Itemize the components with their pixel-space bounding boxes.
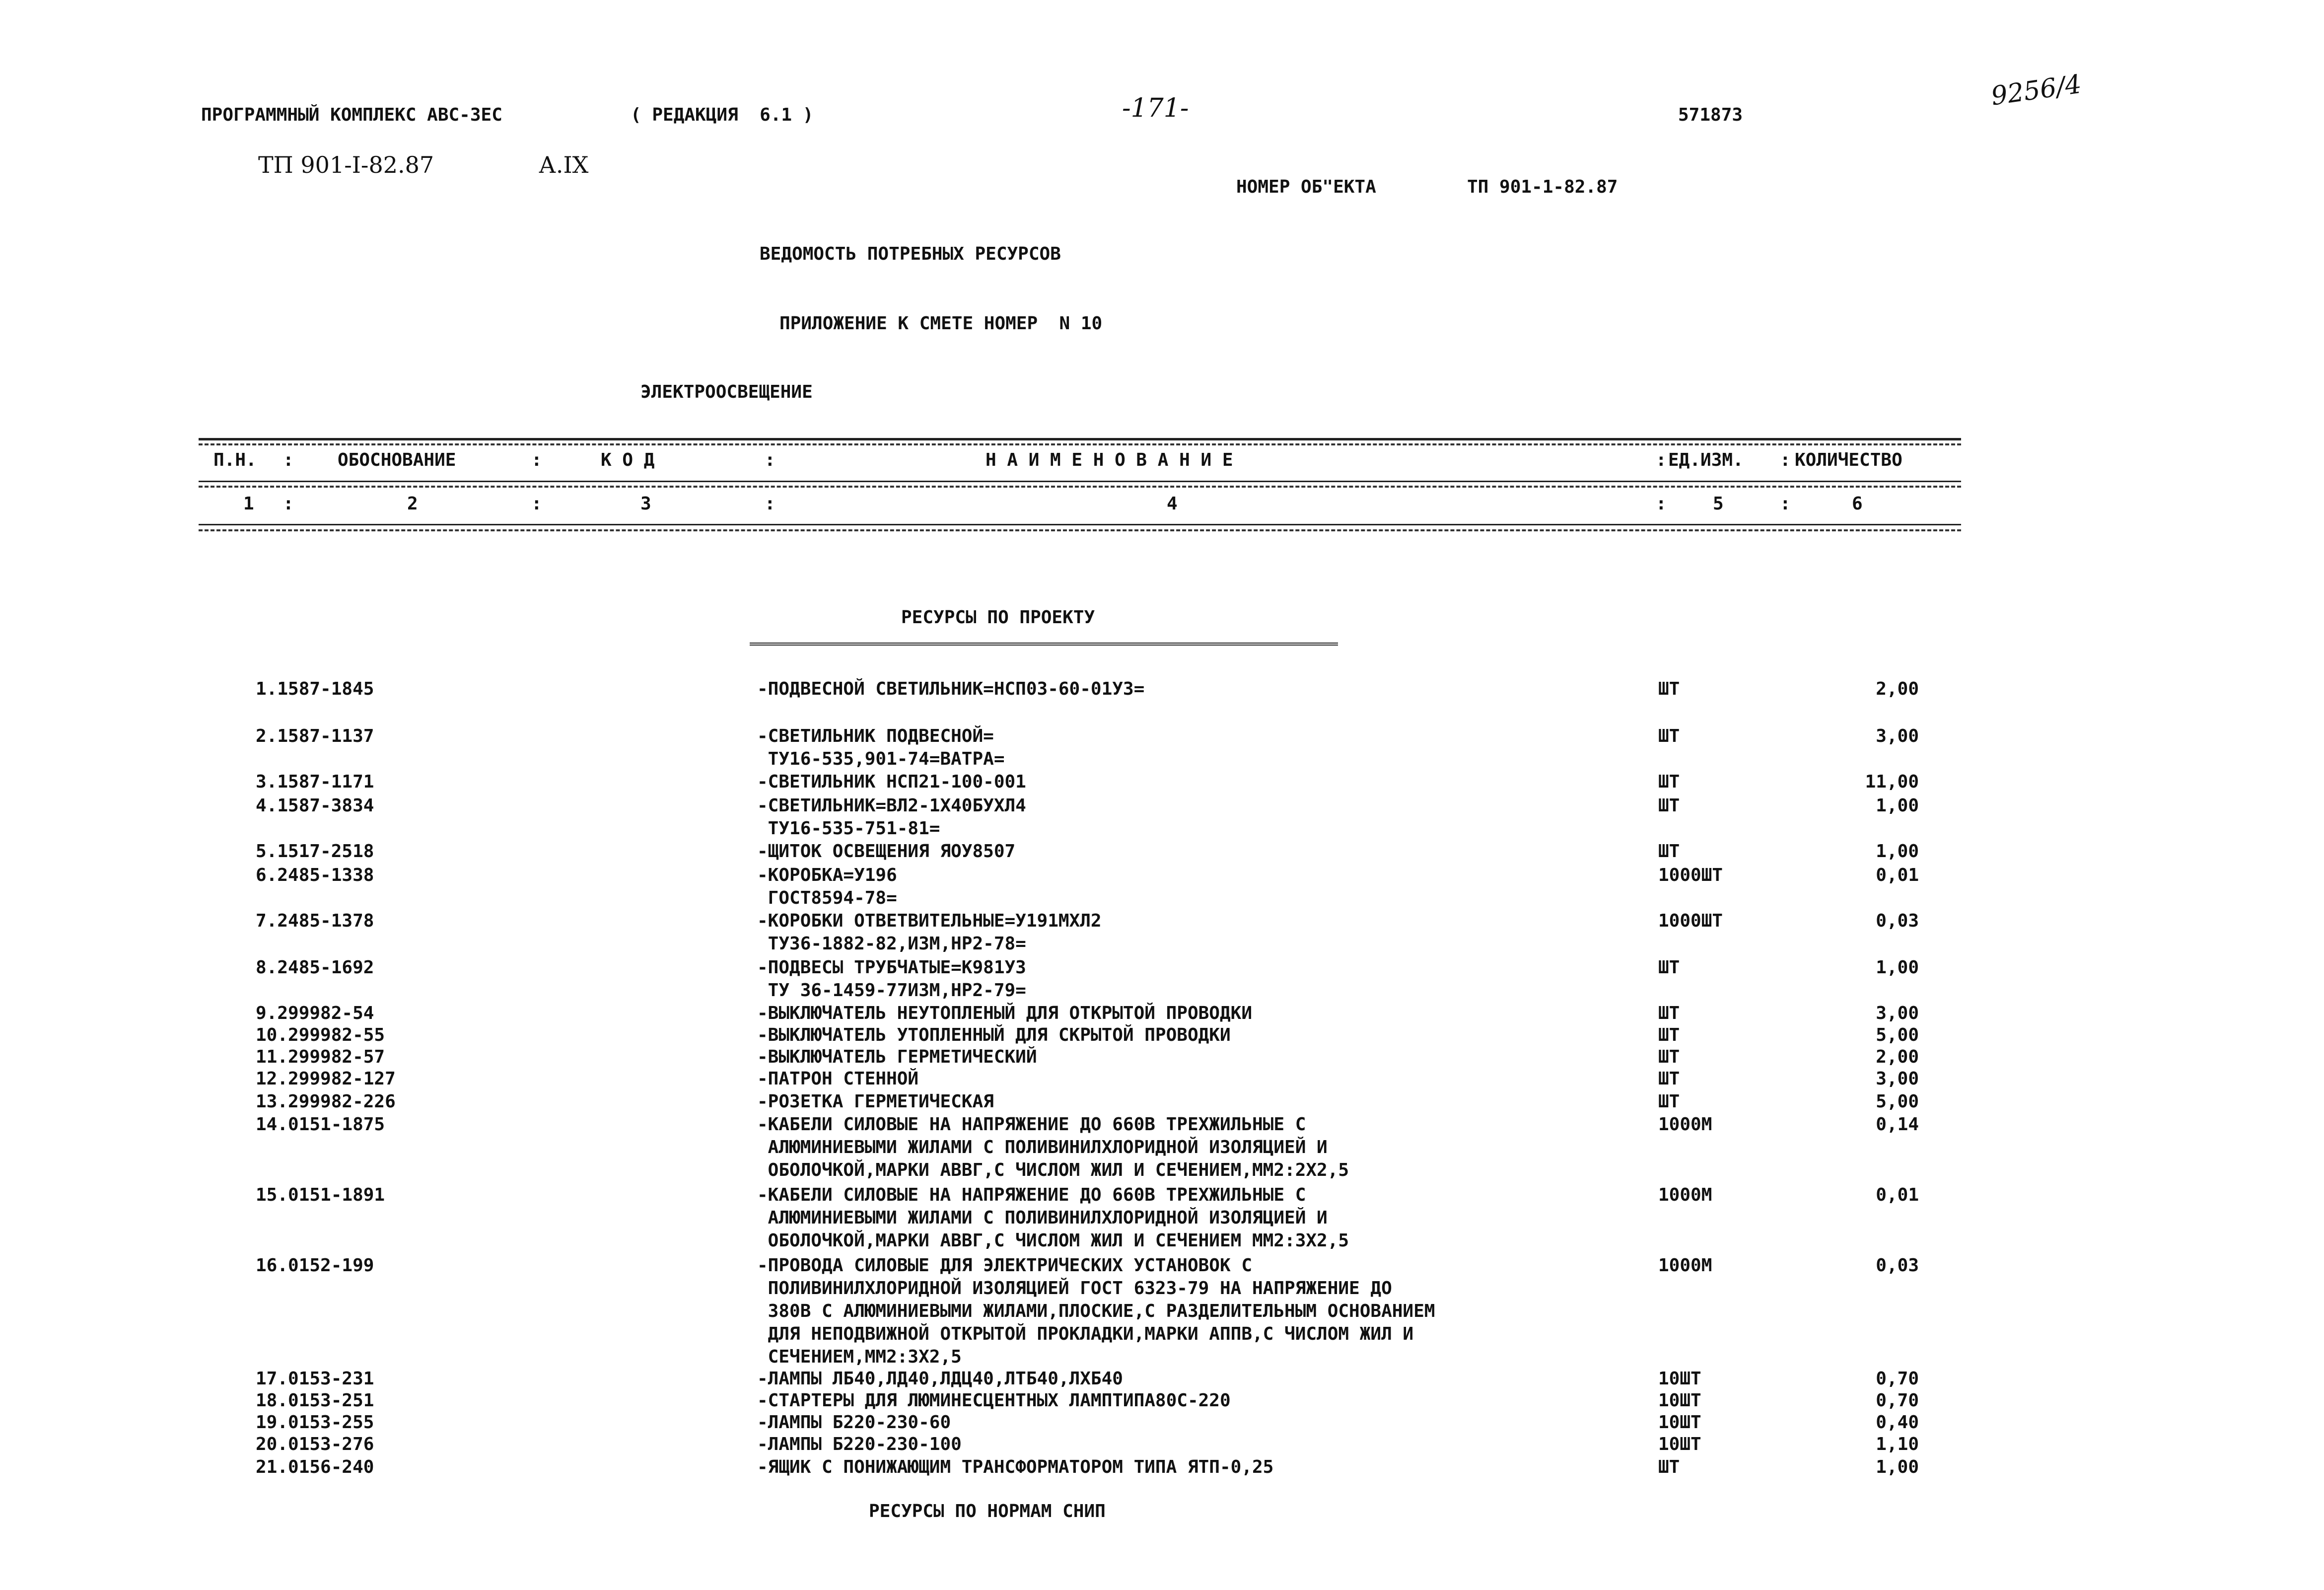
col-separator: :: [765, 450, 775, 470]
row-name-line: АЛЮМИНИЕВЫМИ ЖИЛАМИ С ПОЛИВИНИЛХЛОРИДНОЙ ИЗОЛЯЦИЕЙ И: [757, 1208, 1328, 1228]
col-header-basis: ОБОСНОВАНИЕ: [338, 450, 456, 470]
row-name-line: ТУ 36-1459-77ИЗМ,НР2-79=: [757, 980, 1026, 1001]
row-code: 19.0153-255: [256, 1412, 374, 1433]
page-number: -171-: [1122, 93, 1189, 123]
row-code: 20.0153-276: [256, 1434, 374, 1454]
row-quantity: 0,14: [1876, 1114, 1919, 1135]
row-quantity: 3,00: [1876, 1069, 1919, 1089]
row-name-line: -КАБЕЛИ СИЛОВЫЕ НА НАПРЯЖЕНИЕ ДО 660В ТРЕХЖИЛЬНЫЕ С: [757, 1114, 1306, 1135]
row-code: 18.0153-251: [256, 1390, 374, 1411]
row-quantity: 3,00: [1876, 726, 1919, 746]
col-header-name: Н А И М Е Н О В А Н И Е: [986, 450, 1233, 470]
row-name-line: -РОЗЕТКА ГЕРМЕТИЧЕСКАЯ: [757, 1091, 994, 1112]
row-name-line: -СТАРТЕРЫ ДЛЯ ЛЮМИНЕСЦЕНТНЫХ ЛАМПТИПА80С-220: [757, 1390, 1231, 1411]
row-name-line: -КАБЕЛИ СИЛОВЫЕ НА НАПРЯЖЕНИЕ ДО 660В ТРЕХЖИЛЬНЫЕ С: [757, 1185, 1306, 1205]
col-separator: :: [1656, 494, 1667, 514]
object-label: НОМЕР ОБ"ЕКТА: [1236, 177, 1376, 197]
row-unit: ШТ: [1658, 726, 1680, 746]
row-unit: ШТ: [1658, 1091, 1680, 1112]
col-num-6: 6: [1852, 494, 1863, 514]
resources-title-underline: [750, 643, 1338, 646]
col-separator: :: [531, 450, 542, 470]
row-quantity: 0,01: [1876, 865, 1919, 885]
row-name-line: -ВЫКЛЮЧАТЕЛЬ НЕУТОПЛЕНЫЙ ДЛЯ ОТКРЫТОЙ ПРОВОДКИ: [757, 1003, 1252, 1023]
row-code: 1.1587-1845: [256, 679, 374, 699]
row-quantity: 5,00: [1876, 1025, 1919, 1045]
row-unit: ШТ: [1658, 841, 1680, 862]
table-top-rule: [199, 438, 1961, 440]
section-title: ЭЛЕКТРООСВЕЩЕНИЕ: [640, 382, 813, 402]
row-unit: ШТ: [1658, 772, 1680, 792]
row-name-line: -ЛАМПЫ Б220-230-100: [757, 1434, 962, 1454]
object-value: ТП 901-1-82.87: [1467, 177, 1618, 197]
row-name-line: -СВЕТИЛЬНИК=ВЛ2-1Х40БУХЛ4: [757, 795, 1026, 816]
row-quantity: 3,00: [1876, 1003, 1919, 1023]
table-mid-dash: [199, 486, 1961, 488]
row-name-line: -СВЕТИЛЬНИК ПОДВЕСНОЙ=: [757, 726, 994, 746]
row-name-line: ОБОЛОЧКОЙ,МАРКИ АВВГ,С ЧИСЛОМ ЖИЛ И СЕЧЕНИЕМ,ММ2:2Х2,5: [757, 1160, 1349, 1180]
row-name-line: ТУ16-535,901-74=ВАТРА=: [757, 749, 1005, 769]
row-unit: ШТ: [1658, 1003, 1680, 1023]
row-name-line: ПОЛИВИНИЛХЛОРИДНОЙ ИЗОЛЯЦИЕЙ ГОСТ 6323-79 НА НАПРЯЖЕНИЕ ДО: [757, 1278, 1392, 1299]
document-title: ВЕДОМОСТЬ ПОТРЕБНЫХ РЕСУРСОВ: [760, 244, 1061, 264]
row-name-line: -ВЫКЛЮЧАТЕЛЬ УТОПЛЕННЫЙ ДЛЯ СКРЫТОЙ ПРОВОДКИ: [757, 1025, 1231, 1045]
row-unit: 10ШТ: [1658, 1369, 1701, 1389]
row-quantity: 0,03: [1876, 1255, 1919, 1276]
col-separator: :: [1780, 494, 1791, 514]
row-name-line: -ПОДВЕСЫ ТРУБЧАТЫЕ=К981У3: [757, 957, 1026, 978]
row-code: 13.299982-226: [256, 1091, 396, 1112]
table-mid-rule: [199, 481, 1961, 482]
row-quantity: 0,01: [1876, 1185, 1919, 1205]
row-unit: 1000М: [1658, 1185, 1712, 1205]
edition: ( РЕДАКЦИЯ 6.1 ): [631, 105, 814, 125]
row-code: 5.1517-2518: [256, 841, 374, 862]
col-separator: :: [765, 494, 775, 514]
project-number: ТП 901-I-82.87: [258, 151, 434, 178]
row-quantity: 1,00: [1876, 841, 1919, 862]
appendix-title: ПРИЛОЖЕНИЕ К СМЕТЕ НОМЕР N 10: [779, 313, 1103, 334]
program-name: ПРОГРАММНЫЙ КОМПЛЕКС АВС-3ЕС: [201, 105, 502, 125]
row-name-line: ДЛЯ НЕПОДВИЖНОЙ ОТКРЫТОЙ ПРОКЛАДКИ,МАРКИ АППВ,С ЧИСЛОМ ЖИЛ И: [757, 1324, 1414, 1344]
row-name-line: ОБОЛОЧКОЙ,МАРКИ АВВГ,С ЧИСЛОМ ЖИЛ И СЕЧЕНИЕМ ММ2:3Х2,5: [757, 1230, 1349, 1251]
row-unit: ШТ: [1658, 1025, 1680, 1045]
row-name-line: -КОРОБКИ ОТВЕТВИТЕЛЬНЫЕ=У191МХЛ2: [757, 911, 1102, 931]
album-number: А.IX: [539, 151, 589, 178]
row-unit: ШТ: [1658, 795, 1680, 816]
row-name-line: ТУ36-1882-82,ИЗМ,НР2-78=: [757, 934, 1026, 954]
row-code: 6.2485-1338: [256, 865, 374, 885]
row-code: 12.299982-127: [256, 1069, 396, 1089]
row-unit: ШТ: [1658, 1069, 1680, 1089]
row-name-line: -ПАТРОН СТЕННОЙ: [757, 1069, 919, 1089]
row-unit: ШТ: [1658, 679, 1680, 699]
table-bottom-dash: [199, 529, 1961, 531]
row-quantity: 11,00: [1865, 772, 1919, 792]
resources-title: РЕСУРСЫ ПО ПРОЕКТУ: [901, 607, 1095, 628]
row-name-line: -ВЫКЛЮЧАТЕЛЬ ГЕРМЕТИЧЕСКИЙ: [757, 1047, 1037, 1067]
document-code: 571873: [1678, 105, 1743, 125]
col-separator: :: [283, 450, 294, 470]
row-name-line: ГОСТ8594-78=: [757, 888, 897, 908]
col-separator: :: [283, 494, 294, 514]
row-unit: 1000ШТ: [1658, 865, 1723, 885]
row-code: 8.2485-1692: [256, 957, 374, 978]
row-unit: 10ШТ: [1658, 1412, 1701, 1433]
col-num-3: 3: [640, 494, 651, 514]
row-unit: ШТ: [1658, 957, 1680, 978]
row-unit: 10ШТ: [1658, 1390, 1701, 1411]
row-name-line: -КОРОБКА=У196: [757, 865, 897, 885]
row-quantity: 2,00: [1876, 679, 1919, 699]
row-name-line: -ЛАМПЫ Б220-230-60: [757, 1412, 951, 1433]
row-code: 21.0156-240: [256, 1457, 374, 1477]
footer-title: РЕСУРСЫ ПО НОРМАМ СНИП: [869, 1501, 1106, 1521]
row-code: 7.2485-1378: [256, 911, 374, 931]
col-header-unit: ЕД.ИЗМ.: [1668, 450, 1744, 470]
row-unit: 10ШТ: [1658, 1434, 1701, 1454]
row-code: 11.299982-57: [256, 1047, 385, 1067]
row-quantity: 0,40: [1876, 1412, 1919, 1433]
row-name-line: 380В С АЛЮМИНИЕВЫМИ ЖИЛАМИ,ПЛОСКИЕ,С РАЗДЕЛИТЕЛЬНЫМ ОСНОВАНИЕМ: [757, 1301, 1435, 1321]
row-quantity: 0,03: [1876, 911, 1919, 931]
row-unit: ШТ: [1658, 1457, 1680, 1477]
row-code: 4.1587-3834: [256, 795, 374, 816]
col-num-1: 1: [243, 494, 254, 514]
col-header-qty: КОЛИЧЕСТВО: [1795, 450, 1902, 470]
row-unit: 1000М: [1658, 1114, 1712, 1135]
row-unit: 1000М: [1658, 1255, 1712, 1276]
col-num-4: 4: [1167, 494, 1178, 514]
row-name-line: ТУ16-535-751-81=: [757, 818, 940, 839]
row-quantity: 1,00: [1876, 795, 1919, 816]
row-quantity: 1,10: [1876, 1434, 1919, 1454]
table-top-dash: [199, 443, 1961, 445]
row-name-line: -ЛАМПЫ ЛБ40,ЛД40,ЛДЦ40,ЛТБ40,ЛХБ40: [757, 1369, 1123, 1389]
col-num-5: 5: [1713, 494, 1724, 514]
row-name-line: -ЩИТОК ОСВЕЩЕНИЯ ЯОУ8507: [757, 841, 1016, 862]
table-bottom-rule: [199, 524, 1961, 525]
row-code: 15.0151-1891: [256, 1185, 385, 1205]
row-unit: 1000ШТ: [1658, 911, 1723, 931]
row-quantity: 0,70: [1876, 1390, 1919, 1411]
row-name-line: АЛЮМИНИЕВЫМИ ЖИЛАМИ С ПОЛИВИНИЛХЛОРИДНОЙ ИЗОЛЯЦИЕЙ И: [757, 1137, 1328, 1157]
row-quantity: 2,00: [1876, 1047, 1919, 1067]
col-header-pn: П.Н.: [213, 450, 257, 470]
row-name-line: -ЯЩИК С ПОНИЖАЮЩИМ ТРАНСФОРМАТОРОМ ТИПА ЯТП-0,25: [757, 1457, 1274, 1477]
row-name-line: СЕЧЕНИЕМ,ММ2:3Х2,5: [757, 1347, 962, 1367]
col-header-code: К О Д: [601, 450, 655, 470]
col-separator: :: [1656, 450, 1667, 470]
handwritten-note: 9256/4: [1989, 69, 2084, 112]
row-code: 16.0152-199: [256, 1255, 374, 1276]
row-name-line: -СВЕТИЛЬНИК НСП21-100-001: [757, 772, 1026, 792]
col-num-2: 2: [407, 494, 418, 514]
row-code: 3.1587-1171: [256, 772, 374, 792]
row-quantity: 5,00: [1876, 1091, 1919, 1112]
row-quantity: 1,00: [1876, 1457, 1919, 1477]
row-code: 14.0151-1875: [256, 1114, 385, 1135]
col-separator: :: [1780, 450, 1791, 470]
col-separator: :: [531, 494, 542, 514]
row-code: 9.299982-54: [256, 1003, 374, 1023]
row-code: 10.299982-55: [256, 1025, 385, 1045]
row-unit: ШТ: [1658, 1047, 1680, 1067]
row-quantity: 1,00: [1876, 957, 1919, 978]
row-code: 2.1587-1137: [256, 726, 374, 746]
row-name-line: -ПРОВОДА СИЛОВЫЕ ДЛЯ ЭЛЕКТРИЧЕСКИХ УСТАНОВОК С: [757, 1255, 1252, 1276]
row-quantity: 0,70: [1876, 1369, 1919, 1389]
row-code: 17.0153-231: [256, 1369, 374, 1389]
row-name-line: -ПОДВЕСНОЙ СВЕТИЛЬНИК=НСП03-60-01У3=: [757, 679, 1145, 699]
